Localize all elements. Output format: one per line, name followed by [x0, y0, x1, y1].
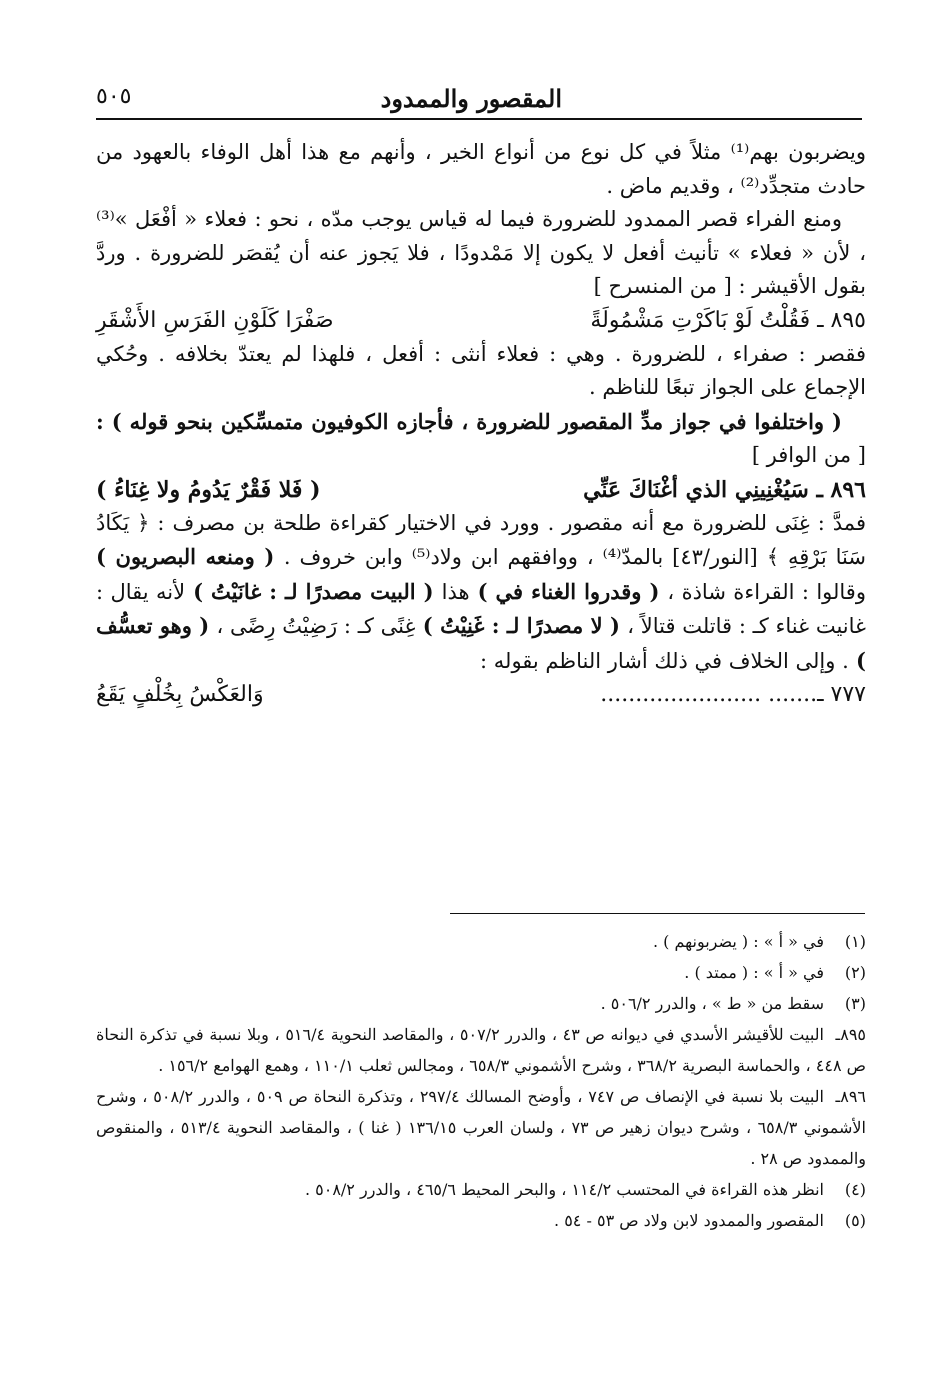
footnote: ٨٩٦ـالبيت بلا نسبة في الإنصاف ص ٧٤٧ ، وأوضح المسالك ٢٩٧/٤ ، وتذكرة النحاة ص ٥٠٩ ، والدرر ٥٠٨/٢ ، وشرح الأشموني ٦٥٨/٣ ، وشرح ديوان زهير ص ٧٣ ، ولسان العرب ١٣٦/١٥ ( غنا ) ، والمقاصد النحوية ٥١٣/٤ ، والمنقوص والممدود ص ٢٨ . [96, 1081, 866, 1174]
verse-second-hemistich: ( فَلا فَقْرٌ يَدُومُ ولا غِنَاءُ ) [96, 476, 321, 503]
footnotes [96, 926, 866, 1236]
footnote-number: (٢) [844, 963, 866, 982]
verse-first-hemistich: ٧٧٧ ـ....... ....................... [600, 678, 866, 712]
footnote-number: ٨٩٦ـ [835, 1087, 867, 1106]
footnote-number: ٨٩٥ـ [835, 1025, 866, 1044]
meter-label: [ من الوافر ] [751, 443, 866, 467]
verse-895 [96, 304, 866, 338]
paragraph [96, 405, 866, 473]
footnote: (٢)في « أ » : ( ممتد ) . [96, 957, 866, 988]
page-number: ٥٠٥ [96, 84, 132, 109]
verse-777 [96, 678, 866, 712]
footnote-separator [450, 913, 865, 914]
verse-number: ٨٩٦ ـ [816, 476, 866, 503]
verse-first-hemistich: ٨٩٦ ـ سَيُغْنِينِي الذي أغْنَاكَ عَنِّي [583, 473, 866, 507]
paragraph: فمدَّ : غِنَى للضرورة مع أنه مقصور . وورد في الاختيار كقراءة طلحة بن مصرف : ﴿ يَكَادُ سَنَا بَرْقِهِ ﴾ [النور/٤٣] بالمدّ⁽⁴⁾ ، ووافقهم ابن ولاد⁽⁵⁾ وابن خروف . ( ومنعه البصريون ) وقالوا : القراءة شاذة ، ( وقدروا الغناء في ) هذا ( البيت مصدرًا لـ : غانَيْتُ ) لأنه يقال : غانيت غناء كـ : قاتلت قتالاً ، ( لا مصدرًا لـ : غَنِيْتُ ) غِنًى كـ : رَضِيْتُ رِضًى ، ( وهو تعسُّف ) . وإلى الخلاف في ذلك أشار الناظم بقوله : [96, 510, 867, 673]
footnote: ٨٩٥ـالبيت للأقيشر الأسدي في ديوانه ص ٤٣ ، والدرر ٥٠٧/٢ ، والمقاصد النحوية ٥١٦/٤ ، وبلا نسبة في تذكرة النحاة ص ٤٤٨ ، والحماسة البصرية ٣٦٨/٢ ، وشرح الأشموني ٦٥٨/٣ ، ومجالس ثعلب ١١٠/١ ، وهمع الهوامع ١٥٦/٢ . [96, 1019, 866, 1081]
footnote-number: (٥) [844, 1211, 866, 1230]
main-text [96, 136, 866, 712]
footnote: (١)في « أ » : ( يضربونهم ) . [96, 926, 866, 957]
footnote-number: (٤) [844, 1180, 866, 1199]
matn-text: ( واختلفوا في جواز مدِّ المقصور للضرورة ، فأجازه الكوفيون متمسِّكين بنحو قوله ) : [96, 408, 842, 434]
verse-number: ٧٧٧ ـ [817, 682, 866, 707]
running-title: المقصور والممدود [380, 84, 562, 113]
footnote-number: (١) [844, 932, 866, 951]
paragraph: فقصر : صفراء ، للضرورة . وهي : فعلاء أنثى : أفعل ، فلهذا لم يعتدّ بخلافه . وحُكي الإجماع على الجواز تبعًا للناظم . [96, 341, 866, 399]
page-header [96, 82, 862, 120]
verse-first-hemistich: ٨٩٥ ـ فَقُلْتُ لَوْ بَاكَرْتِ مَشْمُولَةً [590, 304, 866, 338]
verse-second-hemistich: وَالعَكْسُ بِخُلْفٍ يَقَعُ [96, 682, 264, 707]
footnote: (٣)سقط من « ط » ، والدرر ٥٠٦/٢ . [96, 988, 866, 1019]
footnote: (٤)انظر هذه القراءة في المحتسب ١١٤/٢ ، والبحر المحيط ٤٦٥/٦ ، والدرر ٥٠٨/٢ . [96, 1174, 866, 1205]
verse-896 [96, 473, 866, 507]
paragraph: ويضربون بهم⁽¹⁾ مثلاً في كل نوع من أنواع الخير ، وأنهم مع هذا أهل الوفاء بالعهود من حادث متجدِّد⁽²⁾ ، وقديم ماض . [96, 140, 866, 198]
verse-second-hemistich: صَفْرَا كَلَوْنِ الفَرَسِ الأَشْقَرِ [96, 307, 334, 333]
paragraph: ومنع الفراء قصر الممدود للضرورة فيما له قياس يوجب مدّه ، نحو : فعلاء « أفْعَل »⁽³⁾ ، لأن « فعلاء » تأنيث أفعل لا يكون إلا مَمْدودًا ، فلا يَجوز عنه أن يُقصَر للضرورة . وردَّ بقول الأقيشر : [ من المنسرح ] [96, 207, 866, 298]
verse-number: ٨٩٥ ـ [817, 307, 866, 333]
footnote: (٥)المقصور والممدود لابن ولاد ص ٥٣ - ٥٤ . [96, 1205, 866, 1236]
footnote-number: (٣) [844, 994, 866, 1013]
